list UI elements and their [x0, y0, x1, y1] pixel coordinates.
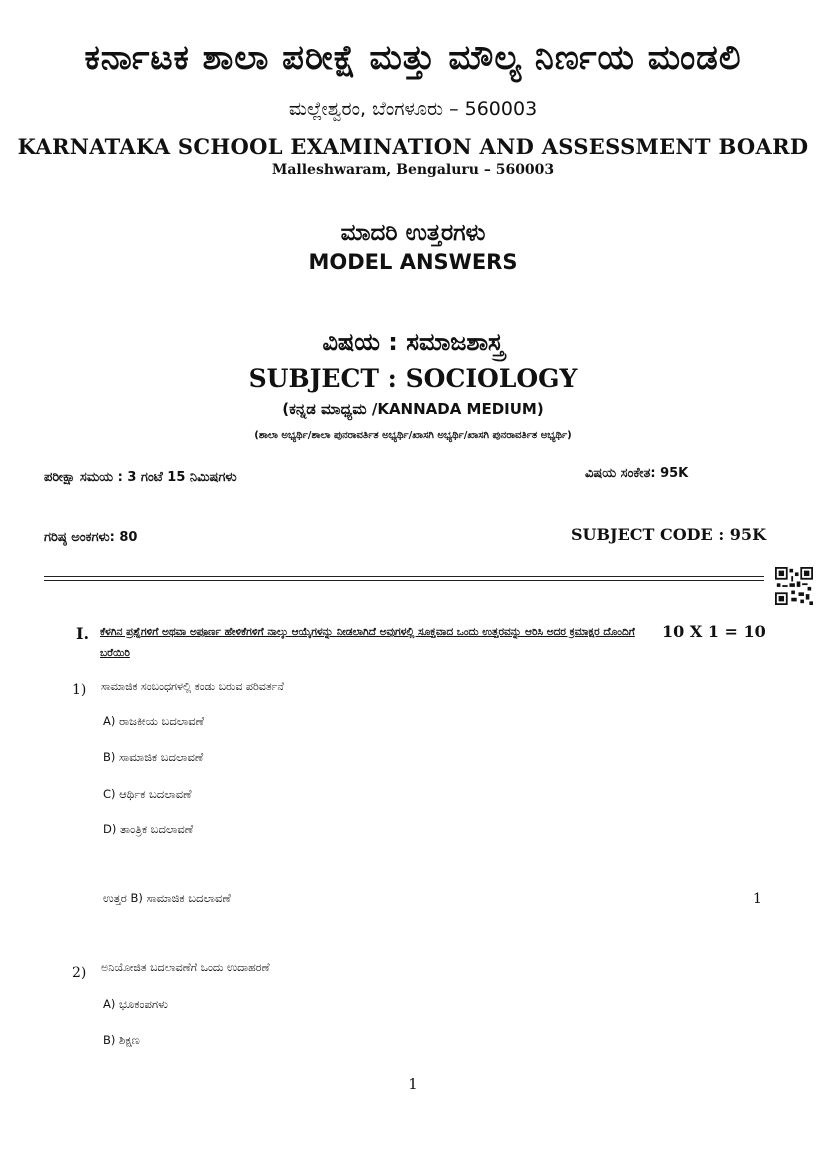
board-name-kannada: ಕರ್ನಾಟಕ ಶಾಲಾ ಪರೀಕ್ಷೆ ಮತ್ತು ಮೌಲ್ಯ ನಿರ್ಣಯ ಮಂಡಲಿ: [84, 38, 742, 78]
page-number: 1: [408, 1075, 418, 1093]
section-marks: 10 X 1 = 10: [662, 622, 766, 641]
divider-line: [44, 576, 764, 577]
section-instruction: ಕೆಳಗಿನ ಪ್ರಶ್ನೆಗಳಿಗೆ ಅಥವಾ ಅಪೂರ್ಣ ಹೇಳಿಕೆಗಳಿಗೆ ನಾಲ್ಕು ಆಯ್ಕೆಗಳನ್ನು ನೀಡಲಾಗಿದೆ ಅವುಗಳಲ್ಲಿ ಸೂಕ್ತವಾದ ಒಂದು ಉತ್ತರವನ್ನು ಆರಿಸಿ ಅದರ ಕ್ರಮಾಕ್ಷರ ದೊಂದಿಗೆ ಬರೆಯಿರಿ: [100, 626, 635, 659]
question-text: ಸಾಮಾಜಿಕ ಸಂಬಂಧಗಳಲ್ಲಿ ಕಂಡು ಬರುವ ಪರಿವರ್ತನೆ: [101, 680, 284, 693]
subject-title-english: SUBJECT : SOCIOLOGY: [248, 364, 578, 393]
option-b: B) ಶಿಕ್ಷಣ: [103, 1033, 140, 1047]
option-a: A) ರಾಜಕೀಯ ಬದಲಾವಣೆ: [103, 714, 205, 728]
max-marks: ಗರಿಷ್ಠ ಅಂಕಗಳು: 80: [44, 530, 138, 545]
candidate-types: (ಶಾಲಾ ಅಭ್ಯರ್ಥಿ/ಶಾಲಾ ಪುನರಾವರ್ತಿತ ಅಭ್ಯರ್ಥಿ/ಖಾಸಗಿ ಅಭ್ಯರ್ಥಿ/ಖಾಸಗಿ ಪುನರಾವರ್ತಿತ ಅಭ್ಯರ್ಥಿ): [254, 430, 572, 441]
subject-code-kannada: ವಿಷಯ ಸಂಕೇತ: 95K: [585, 466, 689, 481]
qr-code-icon: [775, 567, 813, 605]
question-text: ಅನಿಯೋಜಿತ ಬದಲಾವಣೆಗೆ ಒಂದು ಉದಾಹರಣೆ: [101, 961, 270, 974]
divider-line: [44, 580, 764, 581]
option-d: D) ತಾಂತ್ರಿಕ ಬದಲಾವಣೆ: [103, 822, 194, 836]
board-name-english: KARNATAKA SCHOOL EXAMINATION AND ASSESSMENT BOARD: [17, 134, 809, 159]
model-answers-title-kannada: ಮಾದರಿ ಉತ್ತರಗಳು: [340, 220, 486, 246]
board-address-kannada: ಮಲ್ಲೇಶ್ವರಂ, ಬೆಂಗಳೂರು – 560003: [288, 98, 538, 120]
exam-time: ಪರೀಕ್ಷಾ ಸಮಯ : 3 ಗಂಟೆ 15 ನಿಮಿಷಗಳು: [44, 470, 237, 485]
section-number: I.: [76, 624, 90, 643]
subject-code-english: SUBJECT CODE : 95K: [571, 525, 766, 544]
subject-title-kannada: ವಿಷಯ : ಸಮಾಜಶಾಸ್ತ್ರ: [322, 328, 504, 356]
option-a: A) ಭೂಕಂಪಗಳು: [103, 997, 168, 1011]
question-number: 1): [72, 682, 87, 698]
option-b: B) ಸಾಮಾಜಿಕ ಬದಲಾವಣೆ: [103, 750, 204, 764]
answer-line: ಉತ್ತರ B) ಸಾಮಾಜಿಕ ಬದಲಾವಣೆ: [103, 891, 231, 905]
medium-label: (ಕನ್ನಡ ಮಾಧ್ಯಮ /KANNADA MEDIUM): [282, 400, 544, 418]
option-c: C) ಆರ್ಥಿಕ ಬದಲಾವಣೆ: [103, 787, 192, 801]
model-answers-title-english: MODEL ANSWERS: [308, 250, 518, 274]
board-address-english: Malleshwaram, Bengaluru – 560003: [271, 162, 555, 178]
question-number: 2): [72, 965, 87, 981]
answer-marks: 1: [753, 891, 762, 907]
